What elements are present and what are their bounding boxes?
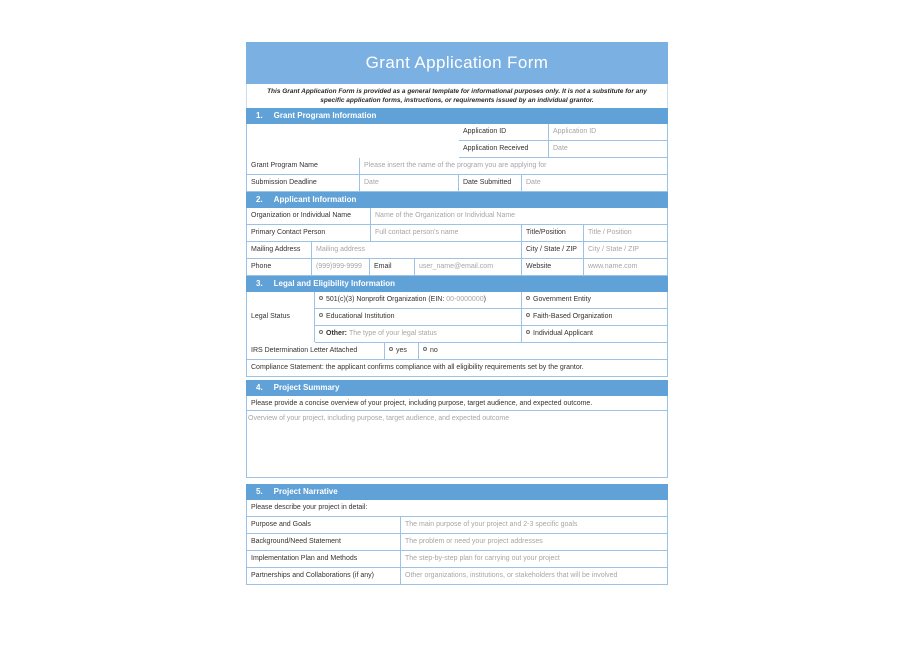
radio-option-yes[interactable] bbox=[385, 343, 419, 359]
table-row bbox=[247, 360, 667, 377]
table-row bbox=[247, 292, 667, 343]
organization-name-label: Organization or Individual Name bbox=[247, 208, 371, 224]
government-label: Government Entity bbox=[533, 295, 591, 303]
irs-letter-label: IRS Determination Letter Attached bbox=[247, 343, 385, 359]
section-2-header bbox=[246, 192, 668, 208]
compliance-statement: Compliance Statement: the applicant confirms compliance with all eligibility requirements set by the grantor. bbox=[251, 363, 584, 371]
ein-input[interactable]: 00-0000000 bbox=[446, 295, 484, 303]
section-5-header bbox=[246, 484, 668, 500]
primary-contact-input[interactable]: Full contact person's name bbox=[371, 225, 522, 241]
table-row bbox=[247, 175, 667, 192]
section-5-number: 5. bbox=[256, 486, 263, 496]
radio-icon[interactable] bbox=[423, 347, 427, 351]
city-state-zip-label: City / State / ZIP bbox=[522, 242, 584, 258]
table-row bbox=[247, 259, 667, 276]
application-received-label: Application Received bbox=[459, 141, 549, 157]
radio-icon[interactable] bbox=[319, 313, 323, 317]
radio-option-educational[interactable] bbox=[315, 309, 522, 325]
partnerships-input[interactable]: Other organizations, institutions, or stakeholders that will be involved bbox=[405, 571, 618, 579]
radio-option-faith[interactable] bbox=[522, 309, 667, 325]
submission-deadline-label: Submission Deadline bbox=[247, 175, 360, 191]
table-row bbox=[247, 242, 667, 259]
purpose-goals-label: Purpose and Goals bbox=[247, 517, 401, 533]
application-id-label: Application ID bbox=[459, 124, 549, 140]
organization-name-input[interactable]: Name of the Organization or Individual Name bbox=[375, 211, 516, 219]
table-row bbox=[247, 551, 667, 568]
application-meta-column bbox=[459, 124, 667, 158]
table-row bbox=[315, 292, 667, 309]
title-position-input[interactable]: Title / Position bbox=[588, 228, 632, 236]
table-row bbox=[247, 534, 667, 551]
section-3-table bbox=[246, 292, 668, 377]
legal-status-options bbox=[315, 292, 667, 343]
radio-icon[interactable] bbox=[526, 313, 530, 317]
section-2-table bbox=[246, 208, 668, 276]
yes-label: yes bbox=[396, 346, 407, 354]
disclaimer-text: This Grant Application Form is provided as a general template for informational purposes only. It is not a substitute for any specific application forms, instructions, or requirements issued by an individual grantor. bbox=[246, 84, 668, 108]
radio-option-individual[interactable] bbox=[522, 326, 667, 342]
section-4-number: 4. bbox=[256, 382, 263, 392]
table-row bbox=[247, 124, 667, 158]
table-row bbox=[315, 309, 667, 326]
implementation-plan-label: Implementation Plan and Methods bbox=[247, 551, 401, 567]
radio-icon[interactable] bbox=[319, 296, 323, 300]
radio-icon[interactable] bbox=[389, 347, 393, 351]
section-3-header bbox=[246, 276, 668, 292]
radio-option-other[interactable] bbox=[315, 326, 522, 342]
radio-option-nonprofit[interactable] bbox=[315, 292, 522, 308]
table-row bbox=[247, 568, 667, 585]
table-row bbox=[459, 141, 667, 158]
radio-option-government[interactable] bbox=[522, 292, 667, 308]
section-5-table bbox=[246, 500, 668, 585]
table-row bbox=[247, 208, 667, 225]
other-label: Other: bbox=[326, 329, 347, 337]
email-label: Email bbox=[370, 259, 415, 275]
form-title: Grant Application Form bbox=[246, 42, 668, 84]
section-1-header bbox=[246, 108, 668, 124]
project-narrative-instruction: Please describe your project in detail: bbox=[247, 500, 667, 517]
section-2-number: 2. bbox=[256, 194, 263, 204]
section-1-table bbox=[246, 124, 668, 192]
table-row bbox=[247, 158, 667, 175]
phone-input[interactable]: (999)999-9999 bbox=[312, 259, 370, 275]
table-row bbox=[247, 225, 667, 242]
grant-program-name-input[interactable]: Please insert the name of the program you are applying for bbox=[364, 161, 547, 169]
website-label: Website bbox=[522, 259, 584, 275]
date-submitted-input[interactable]: Date bbox=[526, 178, 541, 186]
mailing-address-input[interactable]: Mailing address bbox=[312, 242, 522, 258]
radio-icon[interactable] bbox=[526, 296, 530, 300]
section-3-number: 3. bbox=[256, 278, 263, 288]
legal-status-label: Legal Status bbox=[247, 292, 315, 342]
partnerships-label: Partnerships and Collaborations (if any) bbox=[247, 568, 401, 584]
no-label: no bbox=[430, 346, 438, 354]
nonprofit-label-suffix: ) bbox=[483, 295, 486, 303]
mailing-address-label: Mailing Address bbox=[247, 242, 312, 258]
email-input[interactable]: user_name@email.com bbox=[415, 259, 522, 275]
website-input[interactable]: www.name.com bbox=[588, 262, 638, 270]
table-row bbox=[247, 517, 667, 534]
individual-label: Individual Applicant bbox=[533, 329, 593, 337]
background-need-input[interactable]: The problem or need your project addresses bbox=[405, 537, 543, 545]
section-1-title: Grant Program Information bbox=[273, 110, 377, 120]
section-5-title: Project Narrative bbox=[273, 486, 338, 496]
project-summary-textarea[interactable] bbox=[247, 411, 667, 477]
implementation-plan-input[interactable]: The step-by-step plan for carrying out your project bbox=[405, 554, 560, 562]
section-1-number: 1. bbox=[256, 110, 263, 120]
radio-option-no[interactable] bbox=[419, 343, 667, 359]
grant-application-form bbox=[246, 42, 668, 585]
section-4-table bbox=[246, 396, 668, 478]
date-submitted-label: Date Submitted bbox=[459, 175, 522, 191]
section-2-title: Applicant Information bbox=[273, 194, 357, 204]
phone-label: Phone bbox=[247, 259, 312, 275]
purpose-goals-input[interactable]: The main purpose of your project and 2-3 specific goals bbox=[405, 520, 578, 528]
other-input[interactable]: The type of your legal status bbox=[348, 329, 437, 337]
radio-icon[interactable] bbox=[526, 330, 530, 334]
table-row bbox=[315, 326, 667, 343]
title-position-label: Title/Position bbox=[522, 225, 584, 241]
radio-icon[interactable] bbox=[319, 330, 323, 334]
table-row bbox=[247, 343, 667, 360]
submission-deadline-input[interactable]: Date bbox=[360, 175, 459, 191]
table-row bbox=[459, 124, 667, 141]
faith-label: Faith-Based Organization bbox=[533, 312, 613, 320]
section-4-header bbox=[246, 380, 668, 396]
section-3-title: Legal and Eligibility Information bbox=[273, 278, 396, 288]
section-4-title: Project Summary bbox=[273, 382, 340, 392]
background-need-label: Background/Need Statement bbox=[247, 534, 401, 550]
application-id-input[interactable]: Application ID bbox=[553, 127, 597, 135]
city-state-zip-input[interactable]: City / State / ZIP bbox=[588, 245, 639, 253]
primary-contact-label: Primary Contact Person bbox=[247, 225, 371, 241]
application-received-input[interactable]: Date bbox=[553, 144, 568, 152]
project-summary-instruction: Please provide a concise overview of your project, including purpose, target audience, and expected outcome. bbox=[247, 396, 667, 411]
nonprofit-label: 501(c)(3) Nonprofit Organization (EIN: bbox=[326, 295, 445, 303]
project-summary-placeholder: Overview of your project, including purpose, target audience, and expected outcome bbox=[248, 414, 510, 422]
grant-program-name-label: Grant Program Name bbox=[247, 158, 360, 174]
educational-label: Educational Institution bbox=[326, 312, 395, 320]
